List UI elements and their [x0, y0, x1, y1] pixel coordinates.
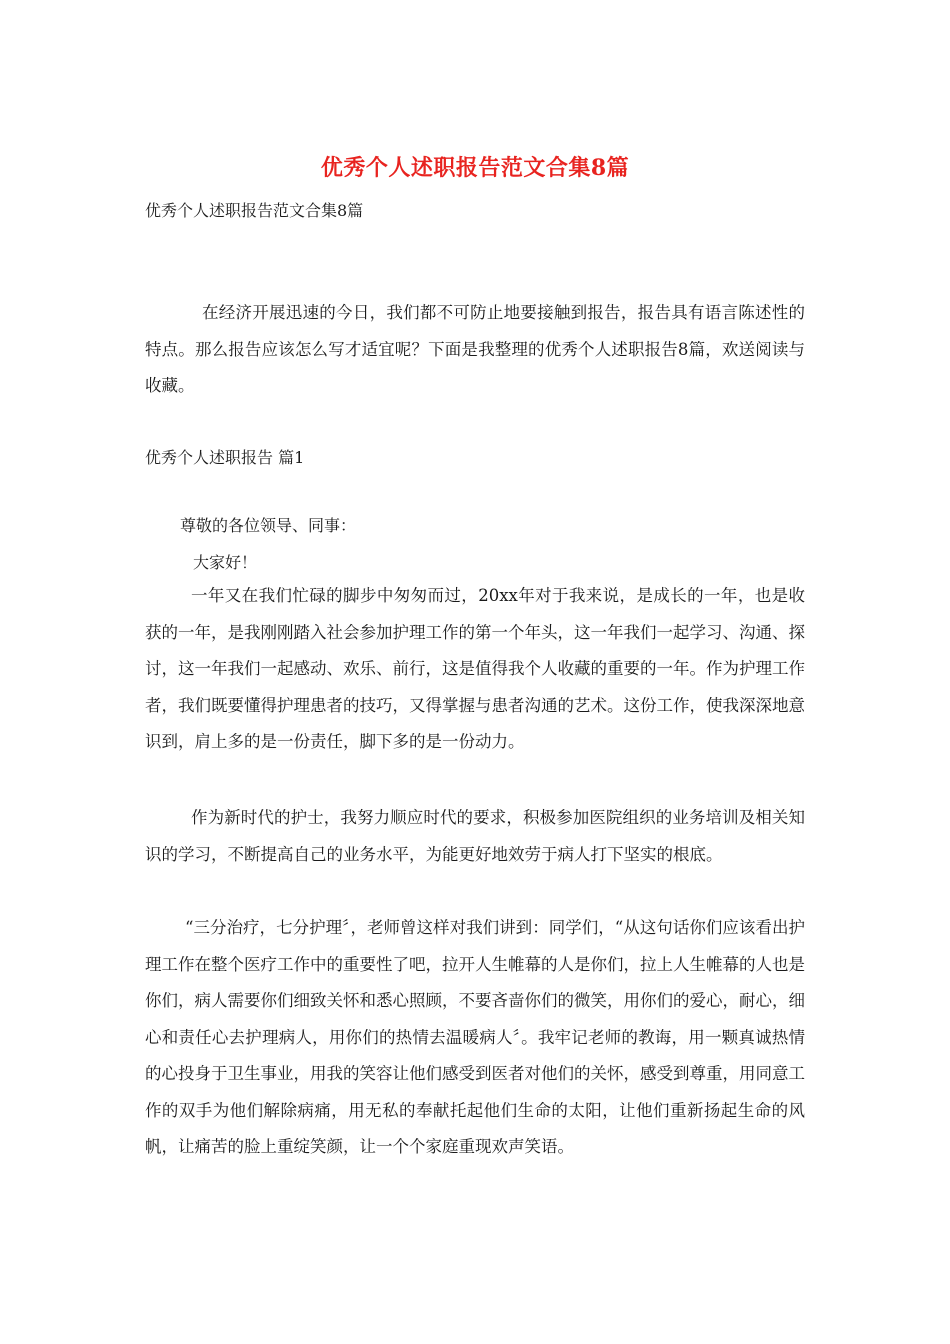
- section-heading: 优秀个人述职报告 篇1: [145, 448, 305, 467]
- body-paragraph-1: 一年又在我们忙碌的脚步中匆匆而过，20xx年对于我来说，是成长的一年，也是收获的一年，是我刚刚踏入社会参加护理工作的第一个年头，这一年我们一起学习、沟通、探讨，这一年我们一起感动、欢乐、前行，这是值得我个人收藏的重要的一年。作为护理工作者，我们既要懂得护理患者的技巧，又得掌握与患者沟通的艺术。这份工作，使我深深地意识到，肩上多的是一份责任，脚下多的是一份动力。: [145, 586, 805, 751]
- body-paragraph-2: 作为新时代的护士，我努力顺应时代的要求，积极参加医院组织的业务培训及相关知识的学习，不断提高自己的业务水平，为能更好地效劳于病人打下坚实的根底。: [145, 808, 805, 864]
- document-subtitle: 优秀个人述职报告范文合集8篇: [145, 201, 364, 220]
- intro-paragraph: 在经济开展迅速的今日，我们都不可防止地要接触到报告，报告具有语言陈述性的特点。那么报告应该怎么写才适宜呢？下面是我整理的优秀个人述职报告8篇，欢送阅读与收藏。: [145, 303, 805, 395]
- body-paragraph-3: “三分治疗，七分护理〞，老师曾这样对我们讲到：同学们，“从这句话你们应该看出护理工作在整个医疗工作中的重要性了吧，拉开人生帷幕的人是你们，拉上人生帷幕的人也是你们，病人需要你们细致关怀和悉心照顾，不要吝啬你们的微笑，用你们的爱心，耐心，细心和责任心去护理病人，用你们的热情去温暖病人〞。我牢记老师的教诲，用一颗真诚热情的心投身于卫生事业，用我的笑容让他们感受到医者对他们的关怀，感受到尊重，用同意工作的双手为他们解除病痛，用无私的奉献托起他们生命的太阳，让他们重新扬起生命的风帆，让痛苦的脸上重绽笑颜，让一个个家庭重现欢声笑语。: [145, 918, 805, 1156]
- document-title: 优秀个人述职报告范文合集8篇: [320, 155, 630, 181]
- hello-line: 大家好！: [193, 553, 258, 572]
- greeting-line: 尊敬的各位领导、同事：: [180, 516, 357, 535]
